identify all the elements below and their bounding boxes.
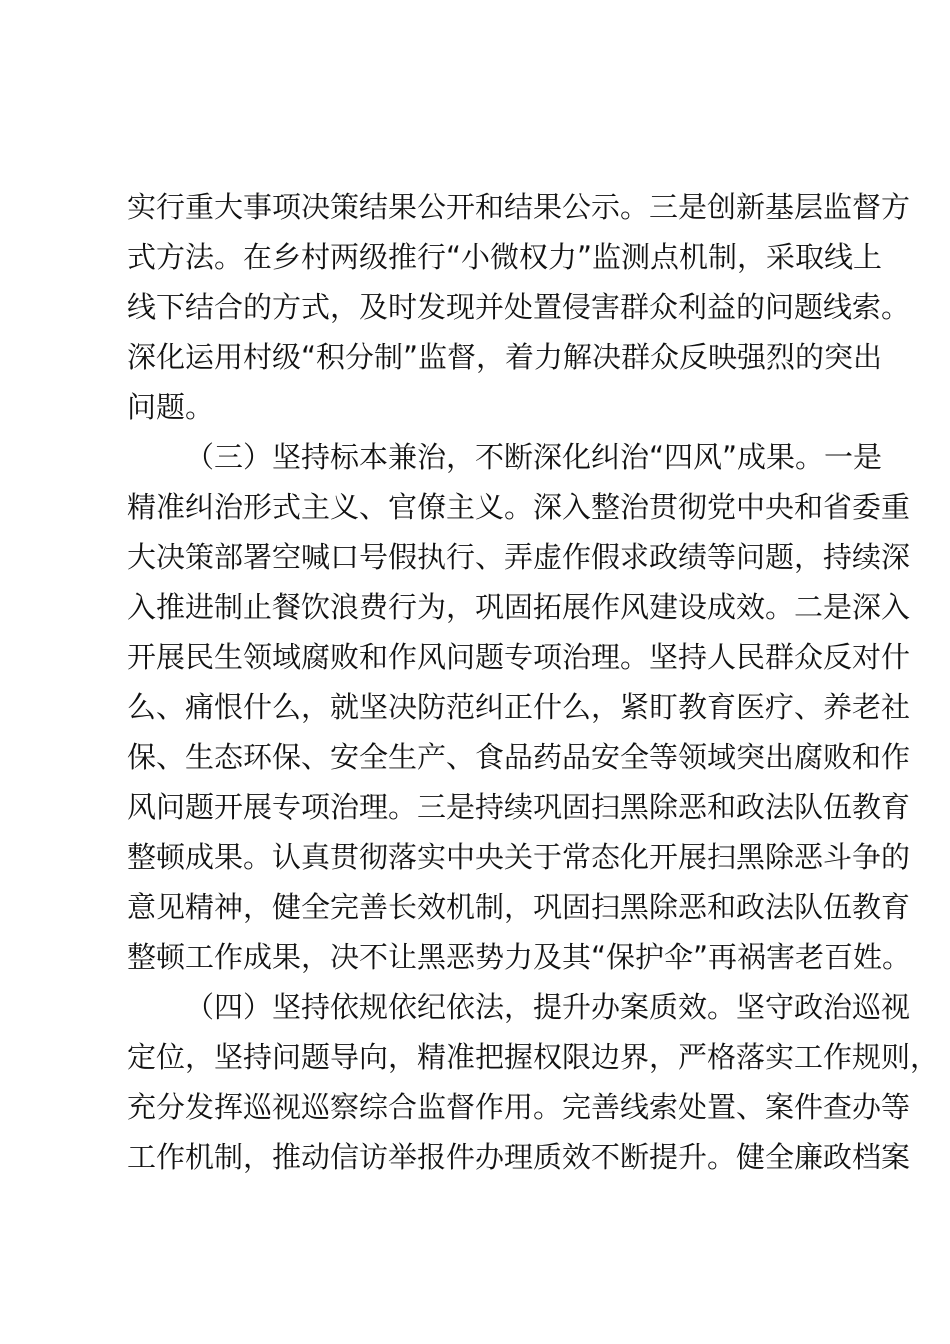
text-line: 意见精神，健全完善长效机制，巩固扫黑除恶和政法队伍教育 <box>127 890 911 924</box>
text-line: 入推进制止餐饮浪费行为，巩固拓展作风建设成效。二是深入 <box>127 590 911 624</box>
text-line: 保、生态环保、安全生产、食品药品安全等领域突出腐败和作 <box>127 740 911 774</box>
text-line: 么、痛恨什么，就坚决防范纠正什么，紧盯教育医疗、养老社 <box>127 690 911 724</box>
text-line: 充分发挥巡视巡察综合监督作用。完善线索处置、案件查办等 <box>127 1090 911 1124</box>
text-line: 式方法。在乡村两级推行“小微权力”监测点机制，采取线上 <box>127 240 883 274</box>
text-line: 深化运用村级“积分制”监督，着力解决群众反映强烈的突出 <box>127 340 883 374</box>
text-line: 精准纠治形式主义、官僚主义。深入整治贯彻党中央和省委重 <box>127 490 911 524</box>
paragraph-start-line: （三）坚持标本兼治，不断深化纠治“四风”成果。一是 <box>185 440 883 474</box>
text-line: 问题。 <box>127 390 215 424</box>
text-line: 整顿成果。认真贯彻落实中央关于常态化开展扫黑除恶斗争的 <box>127 840 911 874</box>
text-line: 开展民生领域腐败和作风问题专项治理。坚持人民群众反对什 <box>127 640 911 674</box>
text-line: 实行重大事项决策结果公开和结果公示。三是创新基层监督方 <box>127 190 911 224</box>
text-line: 风问题开展专项治理。三是持续巩固扫黑除恶和政法队伍教育 <box>127 790 911 824</box>
text-line: 线下结合的方式，及时发现并处置侵害群众利益的问题线索。 <box>127 290 911 324</box>
text-line: 工作机制，推动信访举报件办理质效不断提升。健全廉政档案 <box>127 1140 911 1174</box>
text-line: 整顿工作成果，决不让黑恶势力及其“保护伞”再祸害老百姓。 <box>127 940 912 974</box>
text-line: 定位，坚持问题导向，精准把握权限边界，严格落实工作规则， <box>127 1040 940 1074</box>
paragraph-start-line: （四）坚持依规依纪依法，提升办案质效。坚守政治巡视 <box>185 990 911 1024</box>
text-line: 大决策部署空喊口号假执行、弄虚作假求政绩等问题，持续深 <box>127 540 911 574</box>
